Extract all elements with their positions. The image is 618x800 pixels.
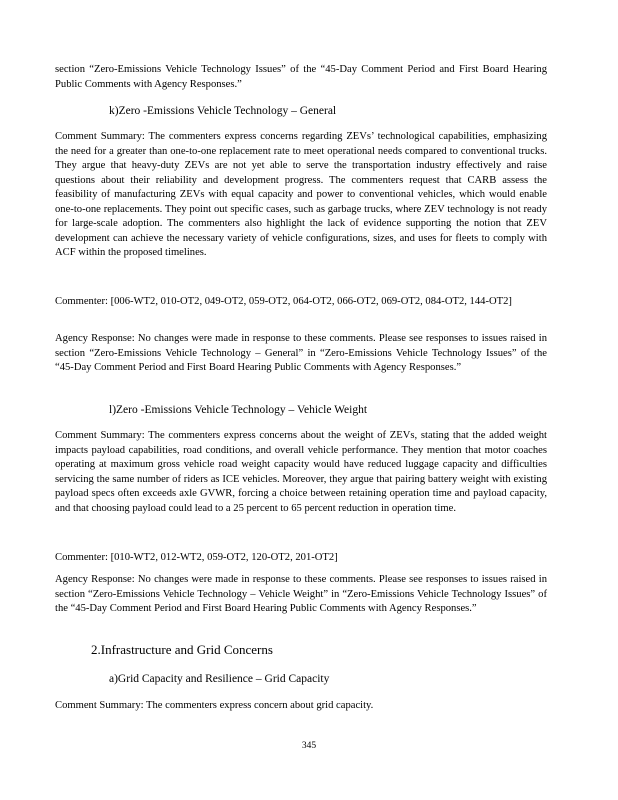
section-heading-grid-capacity: a)Grid Capacity and Resilience – Grid Capacity	[109, 673, 330, 685]
major-heading-infrastructure: 2.Infrastructure and Grid Concerns	[91, 642, 273, 657]
agency-response-zev-general: Agency Response: No changes were made in response to these comments. Please see responses to issues raised in section “Zero-Emissions Vehicle Technology – General” in “Zero-Emissions Vehicle Technology Issues” of the “45-Day Comment Period and First Board Hearing Public Comments with Agency Responses.”	[55, 333, 547, 373]
agency-response-vehicle-weight: Agency Response: No changes were made in response to these comments. Please see responses to issues raised in section “Zero-Emissions Vehicle Technology – Vehicle Weight” in “Zero-Emissions Vehicle Technology Issues” of the “45-Day Comment Period and First Board Hearing Public Comments with Agency Responses.”	[55, 574, 547, 614]
commenter-list-vehicle-weight: Commenter: [010-WT2, 012-WT2, 059-OT2, 120-OT2, 201-OT2]	[55, 552, 338, 563]
section-heading-vehicle-weight: l)Zero -Emissions Vehicle Technology – Vehicle Weight	[109, 404, 368, 416]
comment-summary-zev-general: Comment Summary: The commenters express concerns regarding ZEVs’ technological capabilities, emphasizing the need for a greater than one-to-one replacement rate to meet operational needs compared to conventional trucks. They argue that heavy-duty ZEVs are not yet able to serve the transportation industry effectively and raise questions about their reliability and development progress. The commenters request that CARB assess the feasibility of manufacturing ZEVs with equal capacity and power to conventional vehicles, which would enable one-to-one replacements. They point out specific cases, such as garbage trucks, where ZEV technology is not ready for large-scale adoption. The commenters also highlight the lack of evidence supporting the notion that ZEV development can achieve the necessary variety of vehicle configurations, sizes, and uses for fleets to comply with ACF within the proposed timelines.	[55, 131, 547, 258]
intro-paragraph: section “Zero-Emissions Vehicle Technology Issues” of the “45-Day Comment Period and First Board Hearing Public Comments with Agency Responses.”	[55, 64, 547, 90]
comment-summary-vehicle-weight: Comment Summary: The commenters express concerns about the weight of ZEVs, stating that the added weight impacts payload capabilities, road conditions, and overall vehicle performance. They mention that motor coaches operating at maximum gross vehicle road weight capacity would have reduced luggage capacity and difficulties servicing the same number of riders as ICE vehicles. Moreover, they argue that pairing battery weight with existing payload specs often exceeds axle GVWR, forcing a choice between retaining operation time and payload capacity, and that choosing payload could lead to a 25 percent to 65 percent reduction in operation time.	[55, 430, 547, 514]
page-number: 345	[301, 741, 317, 751]
section-heading-zev-general: k)Zero -Emissions Vehicle Technology – General	[109, 105, 337, 117]
comment-summary-grid-capacity: Comment Summary: The commenters express concern about grid capacity.	[55, 700, 374, 711]
commenter-list-zev-general: Commenter: [006-WT2, 010-OT2, 049-OT2, 059-OT2, 064-OT2, 066-OT2, 069-OT2, 084-OT2, 144-OT2]	[55, 296, 512, 307]
